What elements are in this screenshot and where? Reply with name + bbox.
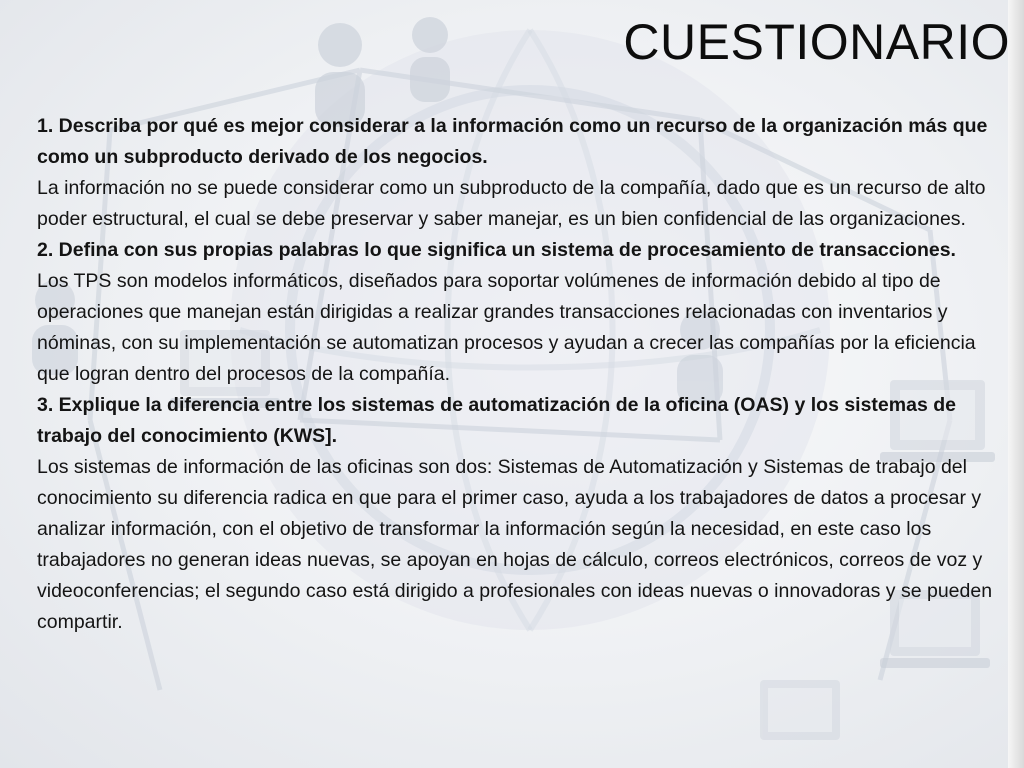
questionnaire-body: [37, 111, 997, 638]
answer-1: La información no se puede considerar como un subproducto de la compañía, dado que es un recurso de alto poder estructural, el cual se debe preservar y saber manejar, es un bien confidencial de las organizaciones.: [37, 177, 986, 230]
answer-3: Los sistemas de información de las oficinas son dos: Sistemas de Automatización y Sistemas de trabajo del conocimiento su diferencia radica en que para el primer caso, ayuda a los trabajadores de datos a procesar y analizar información, con el objetivo de transformar la información según la necesidad, en este caso los trabajadores no generan ideas nuevas, se apoyan en hojas de cálculo, correos electrónicos, correos de voz y videoconferencias; el segundo caso está dirigido a profesionales con ideas nuevas o innovadoras y se pueden compartir.: [37, 456, 993, 633]
question-1: 1. Describa por qué es mejor considerar a la información como un recurso de la organización más que como un subproducto derivado de los negocios.: [37, 115, 988, 168]
question-3: 3. Explique la diferencia entre los sistemas de automatización de la oficina (OAS) y los sistemas de trabajo del conocimiento (KWS].: [37, 394, 956, 447]
question-2: 2. Defina con sus propias palabras lo que significa un sistema de procesamiento de transacciones.: [37, 239, 956, 261]
slide-frame-edge: [1008, 0, 1024, 768]
answer-2: Los TPS son modelos informáticos, diseñados para soportar volúmenes de información debido al tipo de operaciones que manejan están dirigidas a realizar grandes transacciones relacionadas con inventarios y nóminas, con su implementación se automatizan procesos y ayudan a crecer las compañías por la eficiencia que logran dentro del procesos de la compañía.: [37, 270, 976, 385]
computer-icon: [760, 680, 840, 740]
page-title: CUESTIONARIO: [623, 14, 1010, 70]
